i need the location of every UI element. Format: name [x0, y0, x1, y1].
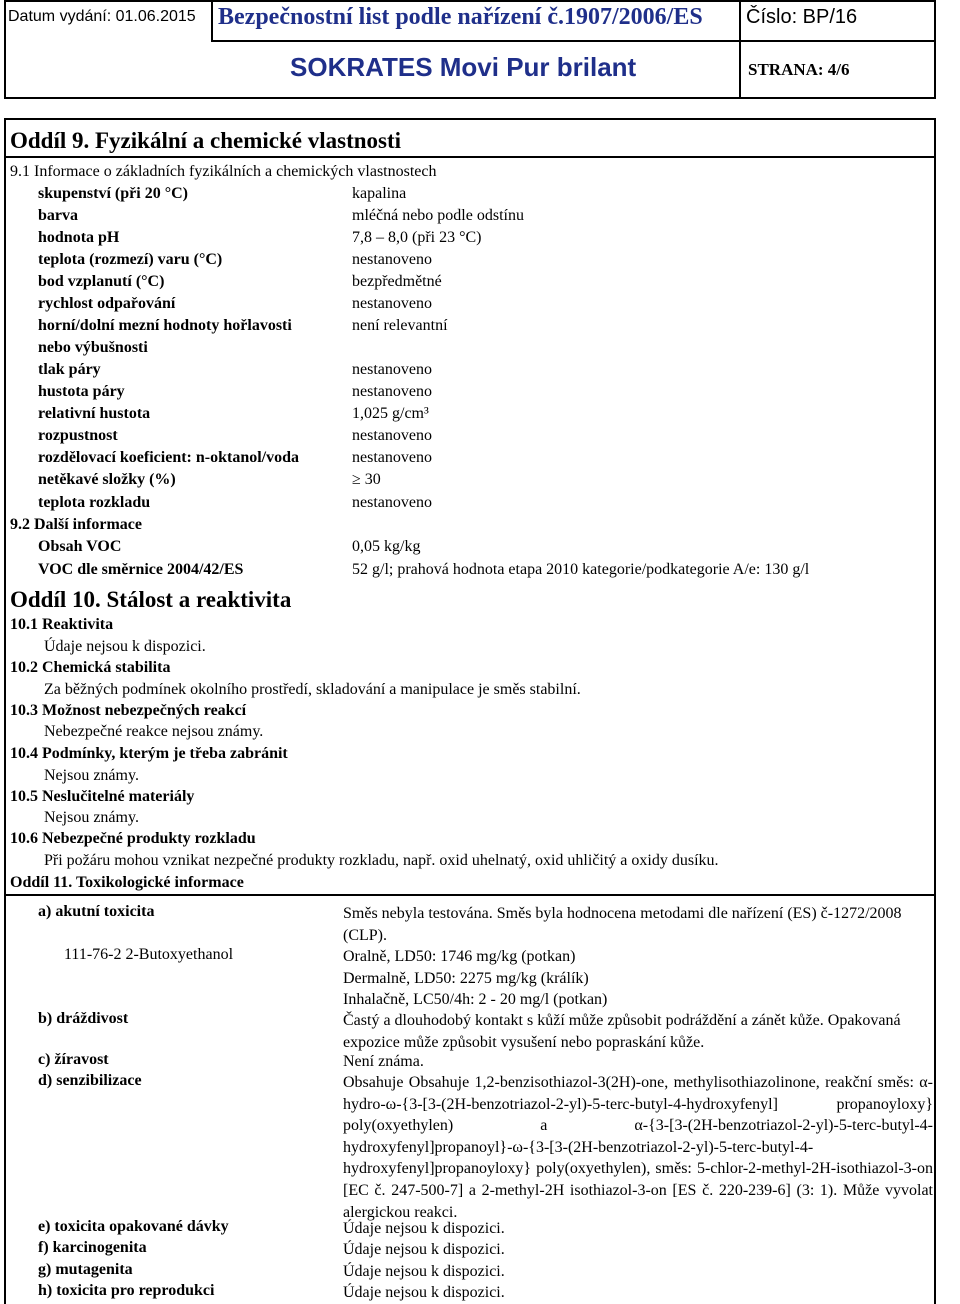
- property-label: teplota (rozmezí) varu (°C): [38, 251, 223, 268]
- property-label: hustota páry: [38, 383, 125, 400]
- header-divider: [739, 2, 741, 97]
- property-value: nestanoveno: [352, 494, 432, 511]
- toxicity-label: h) toxicita pro reprodukci: [38, 1282, 215, 1299]
- property-label: rozpustnost: [38, 427, 118, 444]
- property-value: nestanoveno: [352, 295, 432, 312]
- toxicity-value: Údaje nejsou k dispozici.: [343, 1220, 505, 1237]
- property-label: netěkavé složky (%): [38, 471, 176, 488]
- property-value: 1,025 g/cm³: [352, 405, 429, 422]
- property-value: ≥ 30: [352, 471, 381, 488]
- toxicity-value: Údaje nejsou k dispozici.: [343, 1263, 505, 1280]
- property-value: 7,8 – 8,0 (při 23 °C): [352, 229, 482, 246]
- toxicity-value: Údaje nejsou k dispozici.: [343, 1241, 505, 1258]
- section-rule: [4, 156, 936, 158]
- subsection-text: Nejsou známy.: [44, 767, 139, 784]
- property-label: teplota rozkladu: [38, 494, 151, 511]
- section-9-2-title: 9.2 Další informace: [10, 516, 142, 533]
- property-label: barva: [38, 207, 78, 224]
- subsection-heading: 10.1 Reaktivita: [10, 616, 114, 633]
- property-label: rychlost odpařování: [38, 295, 176, 312]
- toxicity-label: a) akutní toxicita: [38, 903, 155, 920]
- subsection-text: Za běžných podmínek okolního prostředí, skladování a manipulace je směs stabilní.: [44, 681, 581, 698]
- property-value: není relevantní: [352, 317, 448, 334]
- page-number: STRANA: 4/6: [748, 60, 850, 79]
- property-value: bezpředmětné: [352, 273, 442, 290]
- property-value: 0,05 kg/kg: [352, 538, 421, 555]
- property-value: nestanoveno: [352, 427, 432, 444]
- subsection-text: Nejsou známy.: [44, 809, 139, 826]
- toxicity-label: c) žíravost: [38, 1051, 109, 1068]
- property-label: VOC dle směrnice 2004/42/ES: [38, 561, 244, 578]
- document-number: Číslo: BP/16: [746, 6, 858, 28]
- property-value: mléčná nebo podle odstínu: [352, 207, 524, 224]
- subsection-text: Nebezpečné reakce nejsou známy.: [44, 723, 264, 740]
- property-value: 52 g/l; prahová hodnota etapa 2010 kategorie/podkategorie A/e: 130 g/l: [352, 561, 810, 578]
- subsection-heading: 10.4 Podmínky, kterým je třeba zabránit: [10, 745, 288, 762]
- header-divider: [211, 40, 934, 42]
- property-label: horní/dolní mezní hodnoty hořlavosti: [38, 317, 292, 334]
- subsection-text: Při požáru mohou vznikat nezpečné produkty rozkladu, např. oxid uhelnatý, oxid uhličitý a oxidy dusíku.: [44, 852, 719, 869]
- toxicity-label: b) dráždivost: [38, 1010, 129, 1027]
- document-title: Bezpečnostní list podle nařízení č.1907/2006/ES: [218, 4, 703, 30]
- toxicity-label: f) karcinogenita: [38, 1239, 147, 1256]
- subsection-heading: 10.2 Chemická stabilita: [10, 659, 171, 676]
- toxicity-label: g) mutagenita: [38, 1261, 133, 1278]
- property-value: nestanoveno: [352, 449, 432, 466]
- property-label: relativní hustota: [38, 405, 151, 422]
- property-label: skupenství (při 20 °C): [38, 185, 188, 202]
- issue-date: Datum vydání: 01.06.2015: [8, 8, 196, 25]
- section-9-1-subtitle: 9.1 Informace o základních fyzikálních a chemických vlastnostech: [10, 163, 437, 180]
- subsection-text: Údaje nejsou k dispozici.: [44, 638, 206, 655]
- toxicity-label: e) toxicita opakované dávky: [38, 1218, 229, 1235]
- toxicity-label: d) senzibilizace: [38, 1072, 142, 1089]
- section-10-title: Oddíl 10. Stálost a reaktivita: [10, 587, 292, 612]
- property-label: bod vzplanutí (°C): [38, 273, 165, 290]
- property-value: kapalina: [352, 185, 407, 202]
- section-9-title: Oddíl 9. Fyzikální a chemické vlastnosti: [10, 128, 402, 153]
- toxicity-value: Údaje nejsou k dispozici.: [343, 1284, 505, 1301]
- property-label: hodnota pH: [38, 229, 120, 246]
- toxicity-value: Směs nebyla testována. Směs byla hodnocena metodami dle nařízení (ES) č-1272/2008 (CLP).: [343, 905, 902, 944]
- section-rule: [4, 894, 936, 896]
- property-label: nebo výbušnosti: [38, 339, 148, 356]
- toxicity-value: Není známa.: [343, 1053, 424, 1070]
- toxicity-value: Oralně, LD50: 1746 mg/kg (potkan) Dermalně, LD50: 2275 mg/kg (králík) Inhalačně, LC50/4h: 2 - 20 mg/l (potkan): [343, 948, 608, 1009]
- property-value: nestanoveno: [352, 361, 432, 378]
- subsection-heading: 10.3 Možnost nebezpečných reakcí: [10, 702, 247, 719]
- property-value: nestanoveno: [352, 383, 432, 400]
- header-divider: [211, 2, 213, 40]
- document-header: [4, 0, 936, 99]
- property-value: nestanoveno: [352, 251, 432, 268]
- property-label: rozdělovací koeficient: n-oktanol/voda: [38, 449, 300, 466]
- subsection-heading: 10.5 Neslučitelné materiály: [10, 788, 195, 805]
- subsection-heading: 10.6 Nebezpečné produkty rozkladu: [10, 830, 256, 847]
- toxicity-value: Obsahuje Obsahuje 1,2-benzisothiazol-3(2H)-one, methylisothiazolinone, reakční směs: α-hydro-ω-{3-[3-(2H-benzotriazol-2-yl)-5-terc-butyl-4-hydroxyfenyl] propanoyloxy} poly(oxyethylen) a α-{3-[3-(2H-benzotriazol-2-yl)-5-terc-butyl-4-hydroxyfenyl]propanoyl}-ω-{3-[3-(2H-benzotriazol-2-yl)-5-terc-butyl-4-hydroxyfenyl]propanoyloxy} poly(oxyethylen), směs: 5-chlor-2-methyl-2H-isothiazol-3-on [EC č. 247-500-7] a 2-methyl-2H isothiazol-3-on [ES č. 220-239-6] (3: 1). Může vyvolat alergickou reakci.: [343, 1074, 933, 1221]
- section-11-title: Oddíl 11. Toxikologické informace: [10, 874, 244, 891]
- toxicity-label: 111-76-2 2-Butoxyethanol: [64, 946, 234, 963]
- property-label: Obsah VOC: [38, 538, 122, 555]
- toxicity-value: Častý a dlouhodobý kontakt s kůží může způsobit podráždění a zánět kůže. Opakovaná expozice může způsobit vysušení nebo popraskání kůže.: [343, 1012, 901, 1051]
- product-name: SOKRATES Movi Pur brilant: [290, 52, 637, 82]
- property-label: tlak páry: [38, 361, 101, 378]
